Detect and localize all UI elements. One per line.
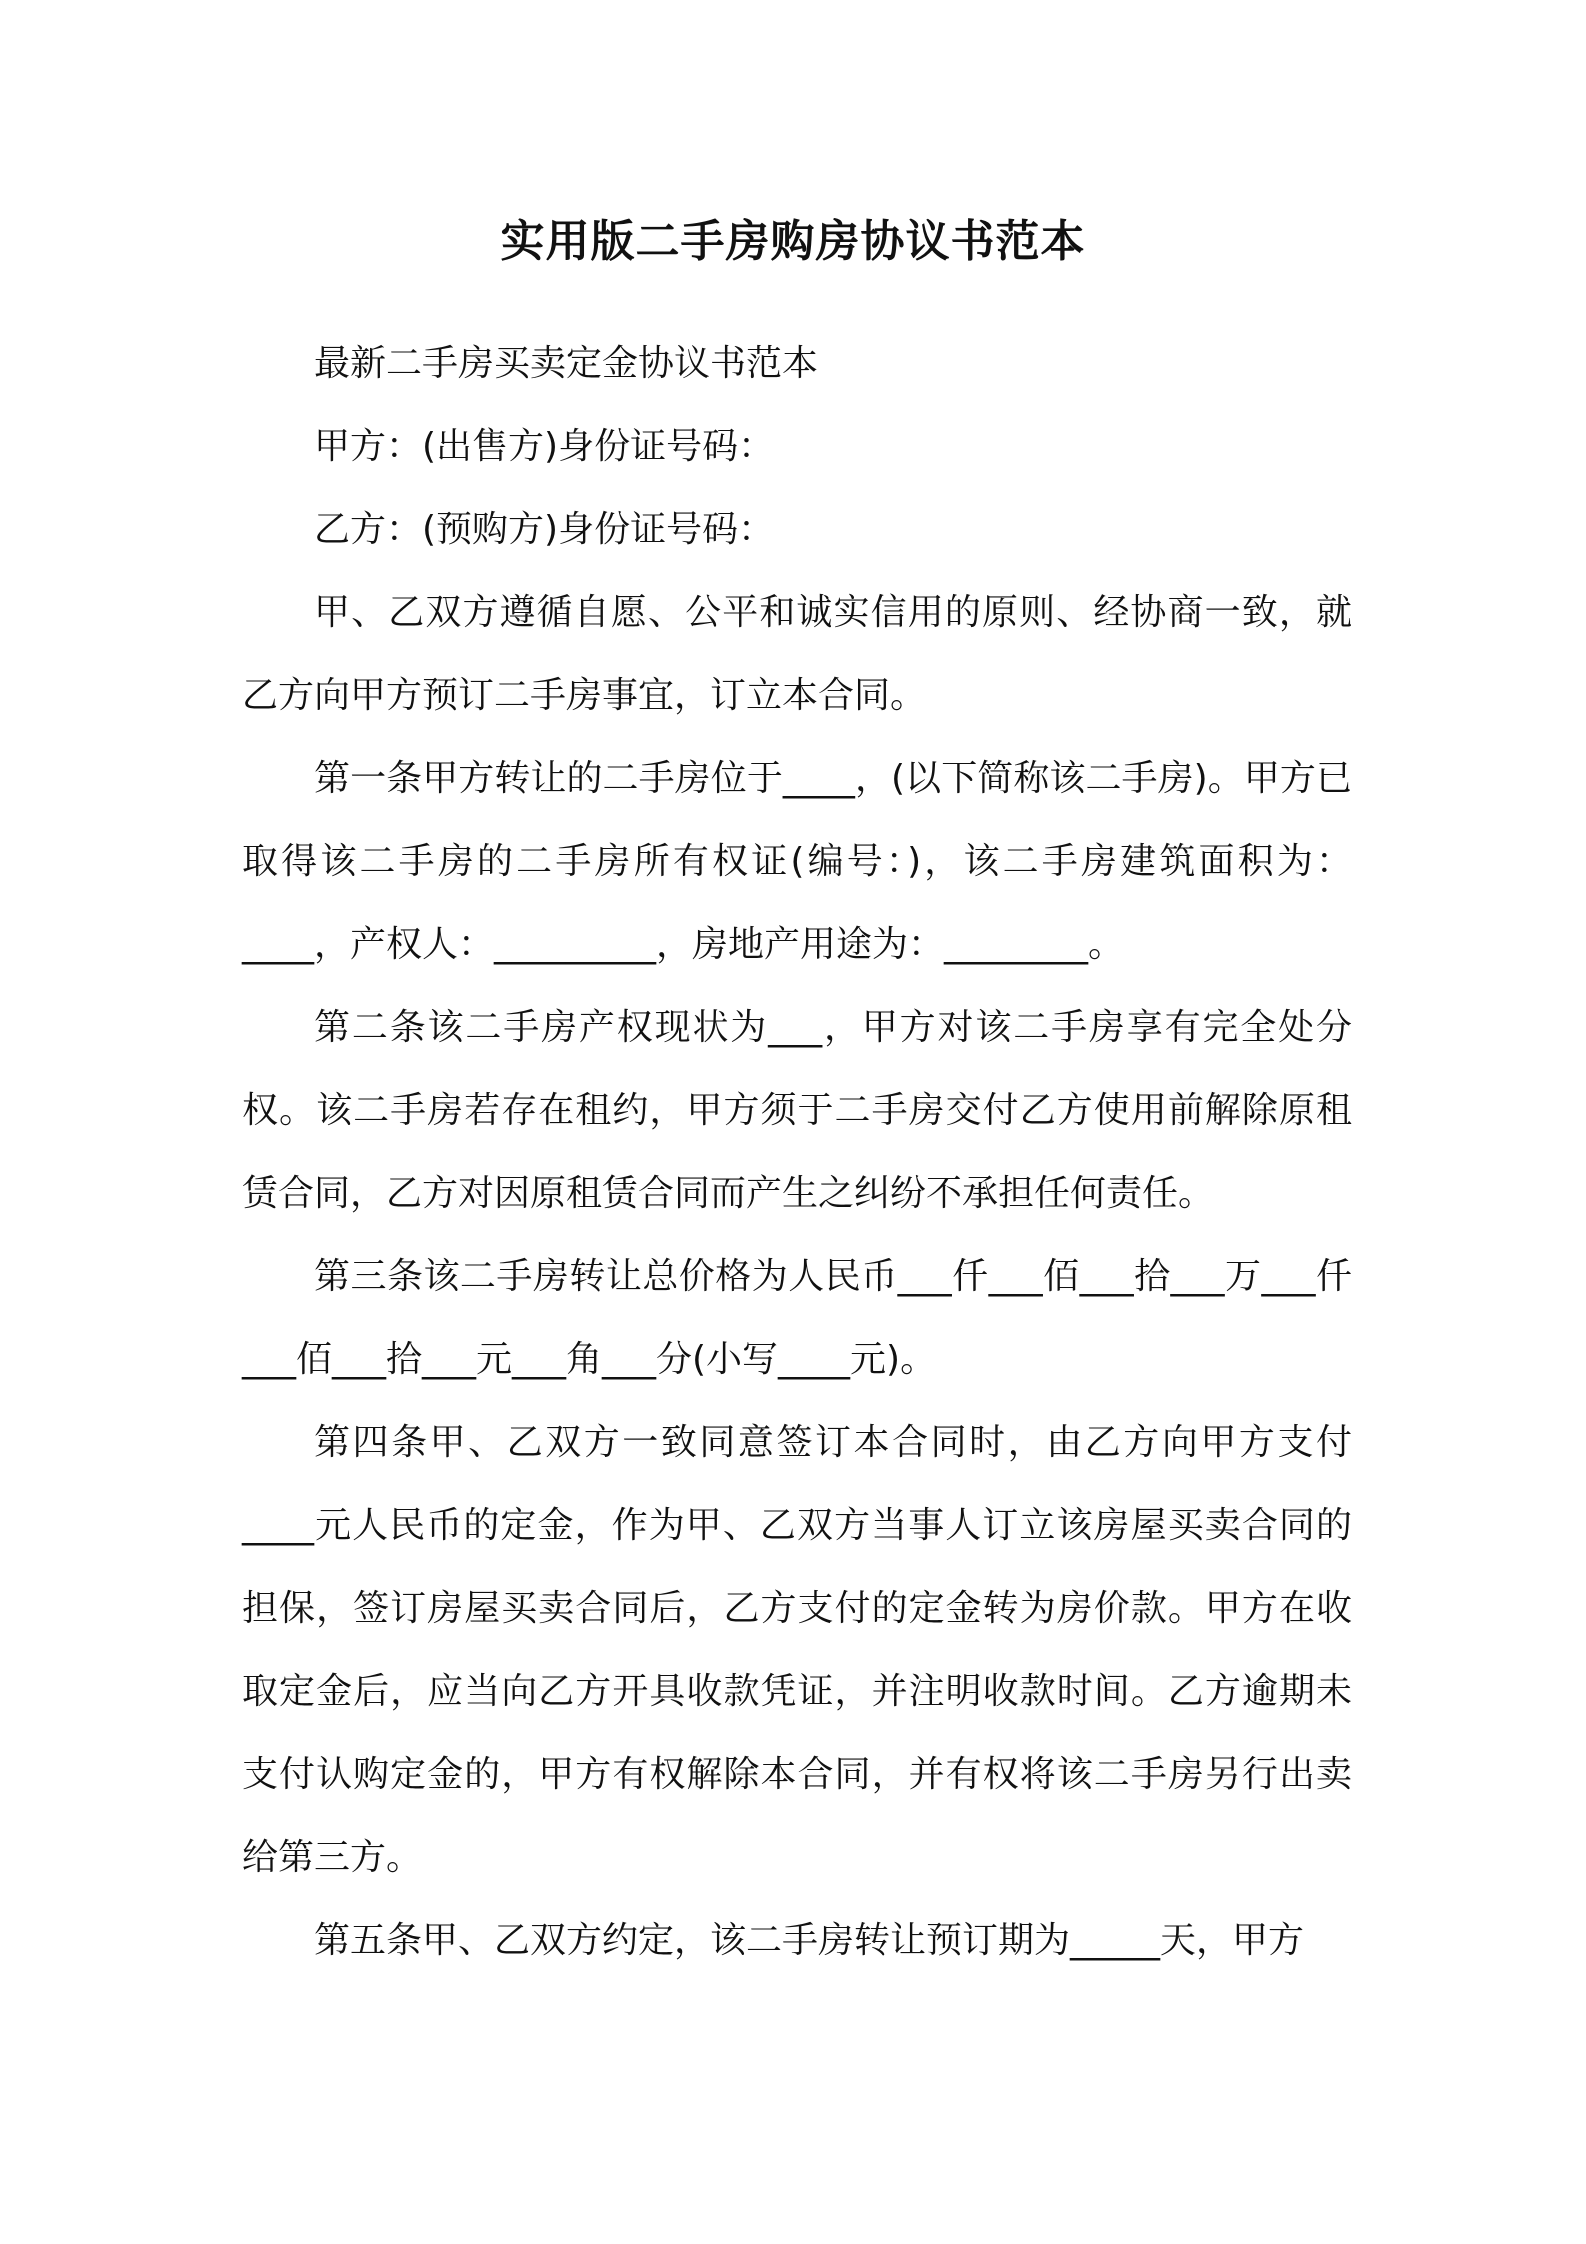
paragraph-party-b: 乙方：(预购方)身份证号码： (314, 509, 775, 550)
paragraph-party-a: 甲方：(出售方)身份证号码： (314, 426, 775, 467)
paragraph-article-3: 第三条该二手房转让总价格为人民币___仟___佰___拾___万___仟___佰___拾___元___角___分(小写____元)。 (242, 1256, 1352, 1380)
paragraph-article-4: 第四条甲、乙双方一致同意签订本合同时，由乙方向甲方支付____元人民币的定金，作为甲、乙双方当事人订立该房屋买卖合同的担保，签订房屋买卖合同后，乙方支付的定金转为房价款。甲方在收取定金后，应当向乙方开具收款凭证，并注明收款时间。乙方逾期未支付认购定金的，甲方有权解除本合同，并有权将该二手房另行出卖给第三方。 (242, 1422, 1352, 1878)
paragraph-subtitle: 最新二手房买卖定金协议书范本 (314, 343, 819, 384)
paragraph-article-2: 第二条该二手房产权现状为___，甲方对该二手房享有完全处分权。该二手房若存在租约，甲方须于二手房交付乙方使用前解除原租赁合同，乙方对因原租赁合同而产生之纠纷不承担任何责任。 (242, 1007, 1352, 1214)
paragraph-article-5: 第五条甲、乙双方约定，该二手房转让预订期为_____天，甲方 (314, 1920, 1305, 1961)
document-title: 实用版二手房购房协议书范本 (500, 216, 1086, 267)
document-body (242, 322, 1352, 1982)
paragraph-preamble: 甲、乙双方遵循自愿、公平和诚实信用的原则、经协商一致，就乙方向甲方预订二手房事宜，订立本合同。 (242, 592, 1352, 716)
paragraph-article-1: 第一条甲方转让的二手房位于____，(以下简称该二手房)。甲方已取得该二手房的二手房所有权证(编号：)，该二手房建筑面积为：____，产权人：_________，房地产用途为：________。 (242, 758, 1352, 965)
